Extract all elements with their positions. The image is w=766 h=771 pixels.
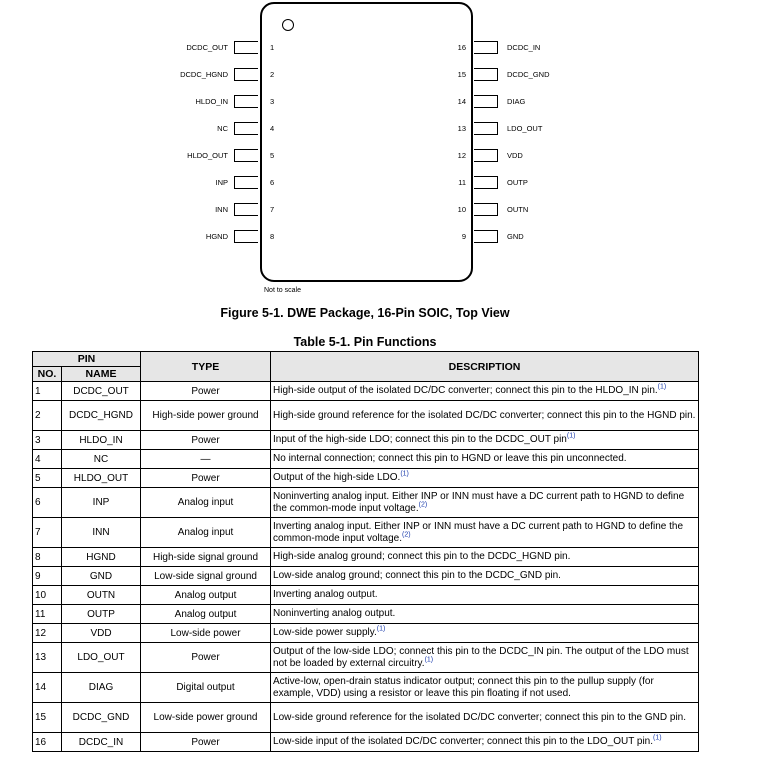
table-row	[33, 733, 699, 752]
description-text: No internal connection; connect this pin to HGND or leave this pin unconnected.	[273, 453, 627, 464]
description-text: Low-side input of the isolated DC/DC converter; connect this pin to the LDO_OUT pin.	[273, 736, 654, 747]
cell-description	[271, 605, 699, 624]
pin-number: 12	[457, 151, 466, 160]
pin-label: HLDO_IN	[195, 97, 228, 106]
cell-no: 13	[33, 643, 62, 673]
cell-type: Power	[141, 733, 271, 752]
cell-no: 15	[33, 703, 62, 733]
cell-type: Power	[141, 431, 271, 450]
cell-name: DCDC_IN	[62, 733, 141, 752]
package-body	[260, 2, 473, 282]
cell-no: 14	[33, 673, 62, 703]
table-row	[33, 431, 699, 450]
table-row	[33, 401, 699, 431]
pin-lead	[234, 41, 258, 54]
pin-lead	[474, 68, 498, 81]
description-text: Low-side ground reference for the isolated DC/DC converter; connect this pin to the GND pin.	[273, 711, 686, 723]
footnote-link[interactable]: (1)	[653, 734, 662, 742]
cell-description	[271, 518, 699, 548]
cell-no: 1	[33, 382, 62, 401]
cell-no: 8	[33, 548, 62, 567]
pin-number: 16	[457, 43, 466, 52]
cell-no: 10	[33, 586, 62, 605]
cell-no: 2	[33, 401, 62, 431]
description-text: Input of the high-side LDO; connect this pin to the DCDC_OUT pin	[273, 434, 567, 445]
cell-name: HLDO_IN	[62, 431, 141, 450]
pin-lead	[474, 230, 498, 243]
pin-label: OUTN	[507, 205, 529, 214]
table-row	[33, 673, 699, 703]
pin-label: LDO_OUT	[507, 124, 543, 133]
table-row	[33, 605, 699, 624]
pin-label: DCDC_IN	[507, 43, 541, 52]
cell-type: Low-side signal ground	[141, 567, 271, 586]
table-row	[33, 382, 699, 401]
cell-description	[271, 733, 699, 752]
cell-description	[271, 450, 699, 469]
cell-description	[271, 469, 699, 488]
pin-lead	[234, 95, 258, 108]
header-type: TYPE	[141, 352, 271, 382]
pin-number: 15	[457, 70, 466, 79]
pin-number: 2	[270, 70, 275, 79]
cell-no: 16	[33, 733, 62, 752]
pin-functions-table	[32, 351, 699, 752]
pin-label: VDD	[507, 151, 523, 160]
cell-description	[271, 382, 699, 401]
cell-type: —	[141, 450, 271, 469]
pin-number: 10	[457, 205, 466, 214]
pin-lead	[234, 230, 258, 243]
footnote-link[interactable]: (1)	[657, 383, 667, 391]
pin-1-marker	[282, 19, 294, 31]
cell-no: 6	[33, 488, 62, 518]
footnote-link[interactable]: (1)	[400, 470, 409, 478]
pin-number: 9	[461, 232, 466, 241]
header-pin: PIN	[33, 352, 141, 367]
pin-lead	[474, 176, 498, 189]
cell-name: GND	[62, 567, 141, 586]
cell-name: NC	[62, 450, 141, 469]
cell-type: Power	[141, 469, 271, 488]
footnote-link[interactable]: (1)	[424, 656, 434, 664]
cell-name: DCDC_OUT	[62, 382, 141, 401]
cell-no: 9	[33, 567, 62, 586]
cell-description	[271, 488, 699, 518]
cell-name: LDO_OUT	[62, 643, 141, 673]
description-text: Noninverting analog output.	[273, 608, 396, 619]
pin-label: HLDO_OUT	[187, 151, 228, 160]
pin-label: DCDC_OUT	[186, 43, 228, 52]
footnote-link[interactable]: (1)	[566, 432, 576, 440]
pin-lead	[234, 122, 258, 135]
table-row	[33, 703, 699, 733]
cell-no: 11	[33, 605, 62, 624]
description-text: Output of the low-side LDO; connect this pin to the DCDC_IN pin. The output of the LDO must not be loaded by external circuitry.	[273, 645, 689, 669]
table-row	[33, 518, 699, 548]
pin-number: 1	[270, 43, 275, 52]
pin-lead	[234, 149, 258, 162]
cell-name: DCDC_HGND	[62, 401, 141, 431]
cell-type: High-side power ground	[141, 401, 271, 431]
pin-lead	[474, 122, 498, 135]
cell-description	[271, 431, 699, 450]
pin-number: 7	[270, 205, 275, 214]
cell-description	[271, 567, 699, 586]
cell-name: OUTN	[62, 586, 141, 605]
pin-number: 14	[457, 97, 466, 106]
pin-rows	[33, 382, 699, 752]
pin-number: 11	[458, 178, 466, 187]
cell-no: 7	[33, 518, 62, 548]
pin-number: 3	[270, 97, 275, 106]
footnote-link[interactable]: (2)	[401, 531, 411, 539]
pin-lead	[234, 68, 258, 81]
cell-name: HLDO_OUT	[62, 469, 141, 488]
cell-description	[271, 401, 699, 431]
cell-type: Digital output	[141, 673, 271, 703]
pin-lead	[234, 203, 258, 216]
pin-number: 6	[270, 178, 275, 187]
footnote-link[interactable]: (2)	[418, 501, 428, 509]
cell-type: Analog output	[141, 586, 271, 605]
figure-caption: Figure 5-1. DWE Package, 16-Pin SOIC, Top View	[220, 306, 510, 320]
description-text: Inverting analog input. Either INP or INN must have a DC current path to HGND to define the common-mode input voltage.	[273, 520, 684, 544]
pin-lead	[474, 203, 498, 216]
pin-label: GND	[507, 232, 524, 241]
pin-label: INP	[215, 178, 228, 187]
description-text: Output of the high-side LDO.	[273, 472, 401, 483]
cell-no: 12	[33, 624, 62, 643]
table-row	[33, 643, 699, 673]
table-row	[33, 469, 699, 488]
cell-description	[271, 586, 699, 605]
pin-lead	[474, 41, 498, 54]
pin-lead	[474, 149, 498, 162]
pin-label: NC	[217, 124, 228, 133]
table-row	[33, 624, 699, 643]
cell-name: VDD	[62, 624, 141, 643]
cell-no: 3	[33, 431, 62, 450]
cell-description	[271, 703, 699, 733]
description-text: High-side analog ground; connect this pin to the DCDC_HGND pin.	[273, 551, 571, 562]
cell-type: Low-side power ground	[141, 703, 271, 733]
header-name: NAME	[62, 367, 141, 382]
pin-label: DCDC_HGND	[180, 70, 228, 79]
not-to-scale-note: Not to scale	[264, 287, 301, 294]
cell-type: Power	[141, 643, 271, 673]
description-text: Inverting analog output.	[273, 589, 378, 600]
pin-number: 13	[457, 124, 466, 133]
cell-name: HGND	[62, 548, 141, 567]
table-row	[33, 567, 699, 586]
description-text: High-side ground reference for the isolated DC/DC converter; connect this pin to the HGND pin.	[273, 409, 696, 421]
cell-name: DIAG	[62, 673, 141, 703]
description-text: High-side output of the isolated DC/DC converter; connect this pin to the HLDO_IN pin.	[273, 385, 658, 396]
cell-type: Analog output	[141, 605, 271, 624]
cell-name: OUTP	[62, 605, 141, 624]
cell-type: Power	[141, 382, 271, 401]
pin-number: 4	[270, 124, 275, 133]
pin-label: DIAG	[507, 97, 526, 106]
table-row	[33, 488, 699, 518]
description-text: Noninverting analog input. Either INP or INN must have a DC current path to HGND to define the common-mode input voltage.	[273, 490, 685, 514]
header-description: DESCRIPTION	[271, 352, 699, 382]
description-text: Low-side analog ground; connect this pin to the DCDC_GND pin.	[273, 570, 561, 581]
cell-no: 5	[33, 469, 62, 488]
footnote-link[interactable]: (1)	[376, 625, 386, 633]
header-no: NO.	[33, 367, 62, 382]
pin-label: INN	[215, 205, 228, 214]
cell-name: INP	[62, 488, 141, 518]
cell-description	[271, 624, 699, 643]
cell-type: Low-side power	[141, 624, 271, 643]
pin-label: OUTP	[507, 178, 528, 187]
pin-number: 8	[270, 232, 275, 241]
cell-description	[271, 643, 699, 673]
cell-name: INN	[62, 518, 141, 548]
cell-type: Analog input	[141, 488, 271, 518]
cell-description	[271, 548, 699, 567]
cell-no: 4	[33, 450, 62, 469]
table-row	[33, 548, 699, 567]
cell-type: High-side signal ground	[141, 548, 271, 567]
table-row	[33, 450, 699, 469]
description-text: Active-low, open-drain status indicator output; connect this pin to the pullup supply (for example, VDD) using a resistor or leave this pin floating if not used.	[273, 675, 654, 699]
pin-lead	[474, 95, 498, 108]
pin-label: HGND	[205, 232, 228, 241]
description-text: Low-side power supply.	[273, 627, 377, 638]
pin-label: DCDC_GND	[507, 70, 550, 79]
pin-lead	[234, 176, 258, 189]
cell-name: DCDC_GND	[62, 703, 141, 733]
table-row	[33, 586, 699, 605]
cell-type: Analog input	[141, 518, 271, 548]
pin-number: 5	[270, 151, 275, 160]
cell-description	[271, 673, 699, 703]
table-caption: Table 5-1. Pin Functions	[293, 335, 437, 349]
